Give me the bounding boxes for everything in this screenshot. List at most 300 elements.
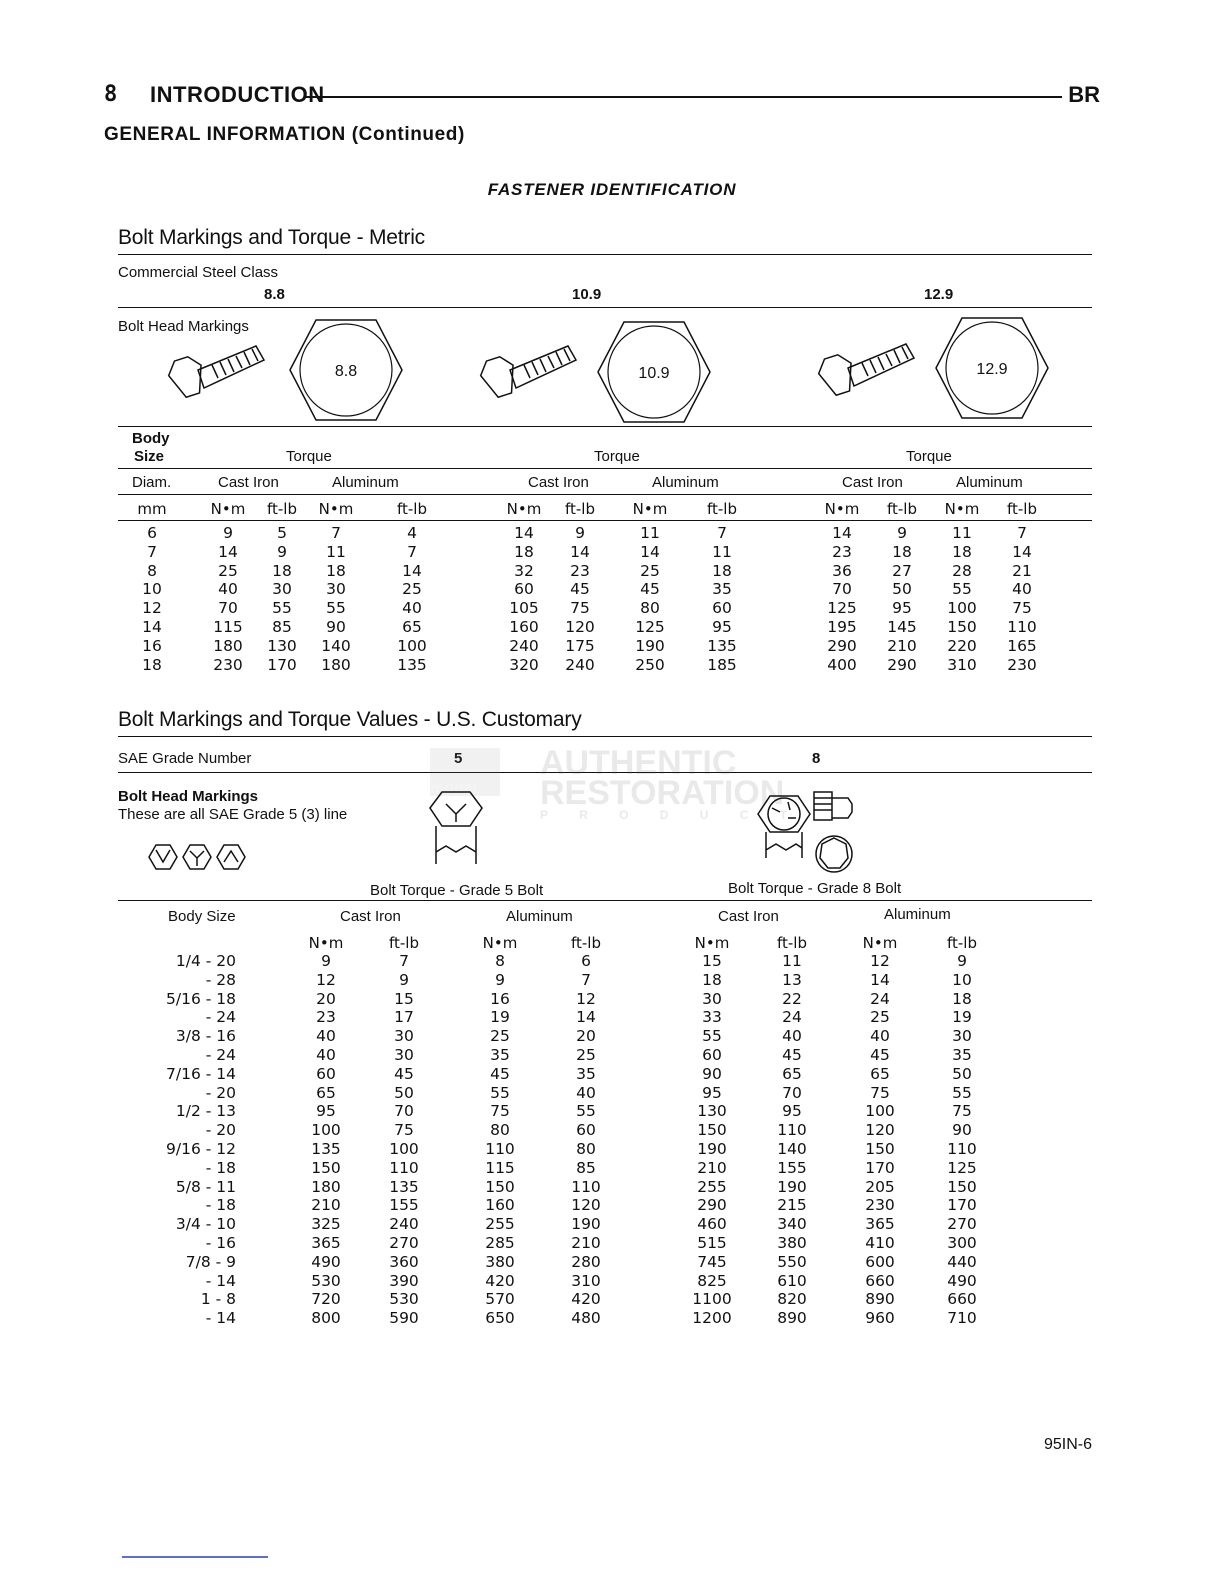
hex-label-8-8: 8.8 [334,363,358,380]
metric-torque-cell: 250 [635,655,665,674]
us-table-title: Bolt Markings and Torque Values - U.S. Customary [118,708,582,731]
us-body-size-cell: - 24 [205,1008,236,1027]
metric-torque-cell: 40 [1012,580,1032,599]
grade8-bolt-icon [752,780,882,876]
us-torque-cell: 490 [311,1252,341,1271]
watermark-line2: RESTORATION [540,774,785,812]
metric-torque-cell: 18 [952,542,972,561]
metric-torque-cell: 11 [640,524,660,542]
metric-diameter-cell: 7 [147,542,157,561]
nm-header: N•m [862,934,898,952]
metric-torque-cell: 9 [897,524,907,542]
size-label: Size [134,448,165,465]
us-torque-cell: 90 [952,1121,972,1140]
metric-torque-cell: 170 [267,655,297,674]
us-torque-cell: 1200 [692,1309,732,1328]
us-torque-cell: 20 [576,1027,596,1046]
metric-torque-cell: 60 [712,599,732,618]
metric-torque-cell: 50 [892,580,912,599]
metric-torque-cell: 120 [565,618,595,636]
us-torque-cell: 710 [947,1309,977,1328]
model-code: BR [1068,82,1100,107]
metric-torque-cell: 85 [272,618,292,636]
us-torque-cell: 180 [311,1177,341,1196]
us-body-size-cell: 1/4 - 20 [175,952,236,970]
us-torque-cell: 9 [495,970,505,989]
metric-torque-cell: 28 [952,561,972,580]
markings-rule [118,426,1092,427]
us-torque-cell: 40 [316,1046,336,1064]
us-body-size-cell: 3/8 - 16 [175,1027,236,1046]
us-cast-iron-label-1: Cast Iron [340,908,401,925]
metric-torque-cell: 40 [218,580,238,599]
metric-torque-cell: 95 [892,599,912,618]
us-torque-cell: 420 [485,1271,515,1290]
ftlb-header: ft-lb [389,934,419,952]
metric-title-rule [118,254,1092,255]
us-body-size-cell: 9/16 - 12 [166,1140,236,1158]
us-torque-cell: 40 [316,1027,336,1046]
metric-torque-cell: 210 [887,636,917,655]
class-8-8: 8.8 [264,286,285,303]
nm-header: N•m [482,934,518,952]
ftlb-header: ft-lb [947,934,977,952]
grade5-heads-icon [146,842,252,872]
us-torque-cell: 110 [389,1158,419,1177]
metric-torque-cell: 180 [213,636,243,655]
us-torque-cell: 19 [952,1008,972,1027]
metric-torque-cell: 110 [1007,618,1037,636]
us-torque-cell: 300 [947,1234,977,1252]
metric-torque-cell: 65 [402,618,422,636]
metric-torque-cell: 18 [712,561,732,580]
footer-blue-line [122,1556,268,1558]
us-torque-cell: 60 [702,1046,722,1064]
us-torque-cell: 530 [311,1271,341,1290]
us-torque-cell: 390 [389,1271,419,1290]
us-torque-cell: 1100 [692,1290,732,1309]
us-body-size-cell: - 24 [205,1046,236,1064]
aluminum-label-1: Aluminum [332,474,399,491]
us-torque-cell: 255 [485,1215,515,1234]
metric-torque-cell: 90 [326,618,346,636]
us-torque-cell: 150 [311,1158,341,1177]
us-torque-cell: 85 [576,1158,596,1177]
mm-header: mm [137,500,167,518]
nm-header: N•m [632,500,668,518]
metric-torque-cell: 14 [218,542,238,561]
us-torque-cell: 890 [777,1309,807,1328]
us-torque-cell: 890 [865,1290,895,1309]
us-torque-cell: 440 [947,1252,977,1271]
us-torque-cell: 110 [485,1140,515,1158]
us-torque-cell: 270 [947,1215,977,1234]
metric-torque-cell: 125 [827,599,857,618]
grade8-torque-title: Bolt Torque - Grade 8 Bolt [728,880,902,897]
us-torque-cell: 6 [581,952,591,970]
us-torque-cell: 365 [311,1234,341,1252]
us-torque-cell: 120 [571,1196,601,1215]
us-torque-cell: 570 [485,1290,515,1309]
metric-torque-cell: 14 [640,542,660,561]
aluminum-label-2: Aluminum [652,474,719,491]
us-head-markings-label: Bolt Head Markings [118,788,259,805]
us-torque-cell: 10 [952,970,972,989]
us-torque-cell: 80 [490,1121,510,1140]
page-number: 8 [104,82,118,107]
ftlb-header: ft-lb [887,500,917,518]
us-torque-cell: 255 [697,1177,727,1196]
us-torque-cell: 95 [316,1102,336,1121]
metric-diameter-cell: 6 [147,524,157,542]
metric-torque-cell: 220 [947,636,977,655]
us-torque-cell: 40 [870,1027,890,1046]
us-title-rule [118,736,1092,737]
metric-torque-cell: 45 [640,580,660,599]
us-torque-cell: 150 [697,1121,727,1140]
us-torque-cell: 17 [394,1008,414,1027]
watermark-line3: P R O D U C T [540,808,802,822]
us-torque-rule [118,900,1092,901]
us-torque-cell: 50 [952,1064,972,1083]
watermark-brand: mopar [430,780,479,797]
us-cast-iron-label-2: Cast Iron [718,908,779,925]
us-body-size-cell: - 18 [205,1158,236,1177]
us-torque-cell: 75 [870,1083,890,1102]
hex-head-8-8-icon [288,318,404,422]
metric-torque-cell: 75 [1012,599,1032,618]
metric-torque-cell: 9 [223,524,233,542]
metric-torque-cell: 240 [565,655,595,674]
us-torque-cell: 190 [777,1177,807,1196]
metric-torque-cell: 7 [1017,524,1027,542]
us-torque-cell: 30 [394,1027,414,1046]
us-torque-cell: 25 [870,1008,890,1027]
us-torque-cell: 30 [702,989,722,1008]
us-body-size-cell: 1 - 8 [200,1290,236,1309]
metric-torque-cell: 18 [514,542,534,561]
torque-label-3: Torque [906,448,952,465]
metric-torque-cell: 100 [397,636,427,655]
metric-torque-cell: 23 [832,542,852,561]
us-torque-cell: 135 [311,1140,341,1158]
us-torque-cell: 16 [490,989,510,1008]
metric-torque-cell: 100 [947,599,977,618]
us-torque-cell: 11 [782,952,802,970]
torque-label-2: Torque [594,448,640,465]
us-body-size-cell: 3/4 - 10 [175,1215,236,1234]
metric-torque-cell: 45 [570,580,590,599]
us-torque-cell: 55 [702,1027,722,1046]
metric-diameter-cell: 16 [142,636,162,655]
metric-torque-cell: 400 [827,655,857,674]
grade-5: 5 [454,750,463,767]
us-torque-cell: 110 [947,1140,977,1158]
us-torque-cell: 820 [777,1290,807,1309]
us-torque-cell: 190 [697,1140,727,1158]
grade-8: 8 [812,750,821,767]
us-torque-cell: 75 [490,1102,510,1121]
us-torque-cell: 45 [782,1046,802,1064]
us-torque-cell: 650 [485,1309,515,1328]
metric-torque-cell: 240 [509,636,539,655]
us-body-size-cell: - 14 [205,1309,236,1328]
us-torque-cell: 70 [782,1083,802,1102]
us-aluminum-label-1: Aluminum [506,908,573,925]
us-torque-cell: 125 [947,1158,977,1177]
metric-diameter-cell: 18 [142,655,162,674]
us-torque-cell: 35 [952,1046,972,1064]
bolt-side-10-9-icon [472,330,592,410]
metric-torque-cell: 11 [712,542,732,561]
us-torque-cell: 65 [316,1083,336,1102]
ftlb-header: ft-lb [267,500,297,518]
us-body-size-cell: 5/8 - 11 [175,1177,236,1196]
metric-torque-cell: 55 [952,580,972,599]
us-torque-cell: 15 [394,989,414,1008]
us-torque-cell: 270 [389,1234,419,1252]
us-torque-cell: 210 [697,1158,727,1177]
metric-torque-cell: 25 [640,561,660,580]
us-torque-cell: 420 [571,1290,601,1309]
us-torque-cell: 480 [571,1309,601,1328]
metric-table-title: Bolt Markings and Torque - Metric [118,226,425,249]
metric-torque-cell: 5 [277,524,287,542]
us-torque-cell: 24 [782,1008,802,1027]
metric-torque-cell: 165 [1007,636,1037,655]
metric-torque-cell: 125 [635,618,665,636]
us-torque-cell: 60 [316,1064,336,1083]
us-torque-cell: 80 [576,1140,596,1158]
nm-header: N•m [210,500,246,518]
ftlb-header: ft-lb [707,500,737,518]
us-torque-cell: 12 [316,970,336,989]
us-torque-cell: 15 [702,952,722,970]
metric-torque-cell: 320 [509,655,539,674]
metric-torque-cell: 14 [1012,542,1032,561]
metric-diameter-cell: 10 [142,580,162,599]
subsection-title: FASTENER IDENTIFICATION [487,180,737,199]
bolt-side-12-9-icon [810,328,930,408]
metric-torque-cell: 105 [509,599,539,618]
us-torque-cell: 23 [316,1008,336,1027]
us-torque-cell: 530 [389,1290,419,1309]
us-body-size-cell: - 14 [205,1271,236,1290]
us-torque-cell: 100 [865,1102,895,1121]
metric-torque-cell: 35 [712,580,732,599]
us-torque-cell: 660 [947,1290,977,1309]
ftlb-header: ft-lb [571,934,601,952]
footer-code: 95IN-6 [1043,1436,1092,1453]
metric-torque-cell: 290 [887,655,917,674]
us-torque-cell: 150 [865,1140,895,1158]
us-torque-cell: 210 [311,1196,341,1215]
us-torque-cell: 110 [777,1121,807,1140]
us-torque-cell: 340 [777,1215,807,1234]
metric-torque-cell: 80 [640,599,660,618]
steel-class-label: Commercial Steel Class [118,264,279,281]
us-torque-cell: 35 [576,1064,596,1083]
us-torque-cell: 30 [394,1046,414,1064]
grade5-note: These are all SAE Grade 5 (3) line [118,806,348,823]
us-torque-cell: 720 [311,1290,341,1309]
us-torque-cell: 460 [697,1215,727,1234]
metric-head-markings-label: Bolt Head Markings [118,318,249,335]
us-torque-cell: 14 [576,1008,596,1027]
diam-label: Diam. [132,474,172,491]
torque-rule [118,468,1092,469]
us-torque-cell: 240 [389,1215,419,1234]
us-torque-cell: 150 [485,1177,515,1196]
us-torque-cell: 610 [777,1271,807,1290]
metric-torque-cell: 25 [218,561,238,580]
units-rule [118,520,1092,521]
metric-torque-cell: 14 [570,542,590,561]
us-torque-cell: 960 [865,1309,895,1328]
metric-torque-cell: 18 [892,542,912,561]
metric-torque-cell: 230 [1007,655,1037,674]
us-body-size-cell: - 20 [205,1083,236,1102]
us-torque-cell: 7 [581,970,591,989]
nm-header: N•m [506,500,542,518]
us-torque-cell: 19 [490,1008,510,1027]
us-torque-cell: 9 [321,952,331,970]
us-torque-cell: 55 [490,1083,510,1102]
us-torque-cell: 65 [782,1064,802,1083]
us-body-size-cell: - 18 [205,1196,236,1215]
us-body-size-cell: 5/16 - 18 [166,989,236,1008]
us-torque-cell: 20 [316,989,336,1008]
us-torque-cell: 140 [777,1140,807,1158]
us-torque-cell: 745 [697,1252,727,1271]
metric-torque-cell: 95 [712,618,732,636]
running-header [104,82,1100,112]
us-torque-cell: 75 [952,1102,972,1121]
us-torque-cell: 8 [495,952,505,970]
us-torque-cell: 45 [870,1046,890,1064]
us-torque-cell: 170 [947,1196,977,1215]
us-torque-cell: 50 [394,1083,414,1102]
us-torque-cell: 290 [697,1196,727,1215]
us-torque-cell: 95 [702,1083,722,1102]
metric-torque-cell: 7 [717,524,727,542]
metric-torque-cell: 27 [892,561,912,580]
us-torque-cell: 35 [490,1046,510,1064]
metric-torque-cell: 140 [321,636,351,655]
aluminum-label-3: Aluminum [956,474,1023,491]
metric-torque-cell: 30 [272,580,292,599]
us-torque-cell: 25 [576,1046,596,1064]
us-torque-cell: 115 [485,1158,515,1177]
us-torque-cell: 590 [389,1309,419,1328]
class-10-9: 10.9 [572,286,602,303]
hex-head-10-9-icon [596,320,712,424]
us-torque-cell: 14 [870,970,890,989]
us-torque-cell: 9 [399,970,409,989]
body-size-label: Body Size [168,908,236,925]
us-torque-cell: 210 [571,1234,601,1252]
nm-header: N•m [824,500,860,518]
metric-table-body [0,524,1224,684]
us-body-size-cell: - 20 [205,1121,236,1140]
metric-torque-cell: 25 [402,580,422,599]
metric-torque-cell: 32 [514,561,534,580]
us-torque-cell: 12 [576,989,596,1008]
us-torque-cell: 100 [389,1140,419,1158]
metric-torque-cell: 55 [272,599,292,618]
us-torque-cell: 800 [311,1309,341,1328]
nm-header: N•m [944,500,980,518]
metric-torque-cell: 115 [213,618,243,636]
hex-head-12-9-icon [934,316,1050,420]
bolt-side-8-8-icon [160,330,280,410]
us-torque-cell: 360 [389,1252,419,1271]
us-torque-cell: 825 [697,1271,727,1290]
metric-torque-cell: 185 [707,655,737,674]
metric-torque-cell: 160 [509,618,539,636]
us-torque-cell: 205 [865,1177,895,1196]
us-torque-cell: 325 [311,1215,341,1234]
metric-torque-cell: 75 [570,599,590,618]
us-torque-cell: 30 [952,1027,972,1046]
watermark-line1: AUTHENTIC [540,744,737,782]
sae-grade-label: SAE Grade Number [118,750,252,767]
us-torque-cell: 12 [870,952,890,970]
us-torque-cell: 110 [571,1177,601,1196]
nm-header: N•m [308,934,344,952]
metric-torque-cell: 14 [402,561,422,580]
ftlb-header: ft-lb [777,934,807,952]
metric-torque-cell: 21 [1012,561,1032,580]
us-aluminum-label-2: Aluminum [884,906,951,923]
us-torque-cell: 310 [571,1271,601,1290]
us-body-size-cell: - 16 [205,1234,236,1252]
us-torque-cell: 22 [782,989,802,1008]
metric-torque-cell: 11 [952,524,972,542]
nm-header: N•m [694,934,730,952]
metric-torque-cell: 11 [326,542,346,561]
us-torque-cell: 660 [865,1271,895,1290]
metric-torque-cell: 290 [827,636,857,655]
us-torque-cell: 100 [311,1121,341,1140]
us-torque-cell: 285 [485,1234,515,1252]
grade5-bolt-icon [424,786,490,870]
metric-torque-cell: 7 [331,524,341,542]
metric-torque-cell: 18 [326,561,346,580]
us-torque-cell: 155 [389,1196,419,1215]
metric-torque-cell: 14 [832,524,852,542]
us-torque-cell: 410 [865,1234,895,1252]
metric-torque-cell: 135 [397,655,427,674]
us-torque-cell: 55 [952,1083,972,1102]
metric-torque-cell: 190 [635,636,665,655]
us-torque-cell: 60 [576,1121,596,1140]
svg-text:10.9: 10.9 [638,365,670,382]
us-torque-cell: 170 [865,1158,895,1177]
metric-torque-cell: 180 [321,655,351,674]
us-torque-cell: 515 [697,1234,727,1252]
us-torque-cell: 130 [697,1102,727,1121]
us-torque-cell: 24 [870,989,890,1008]
us-torque-cell: 70 [394,1102,414,1121]
metric-unit-row [0,500,1224,520]
us-torque-cell: 600 [865,1252,895,1271]
grade5-torque-title: Bolt Torque - Grade 5 Bolt [370,882,544,899]
us-table-body [0,952,1224,1332]
us-torque-cell: 9 [957,952,967,970]
us-body-size-cell: 7/8 - 9 [185,1252,236,1271]
ftlb-header: ft-lb [1007,500,1037,518]
